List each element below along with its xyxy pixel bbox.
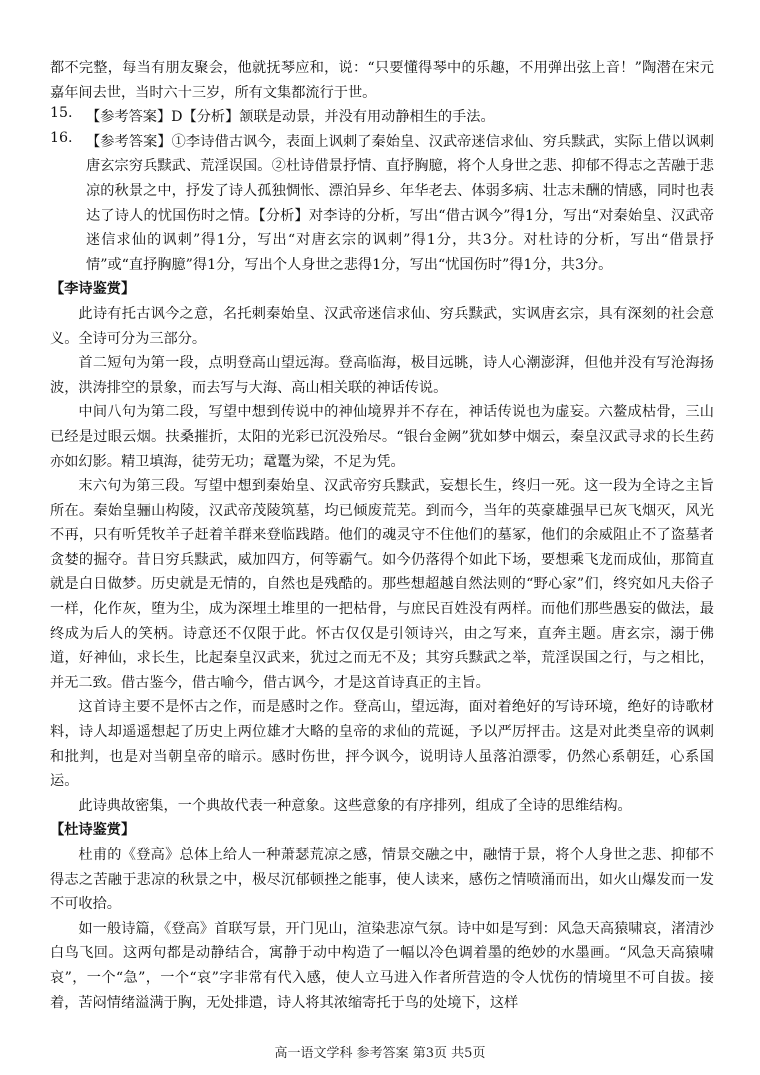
li-appreciation-paragraph: 此诗典故密集，一个典故代表一种意象。这些意象的有序排列，组成了全诗的思维结构。: [78, 797, 632, 814]
section-heading-du: 【杜诗鉴赏】: [50, 822, 136, 839]
li-appreciation-paragraph: 末六句为第三段。写望中想到秦始皇、汉武帝穷兵黩武，妄想长生，终归一死。这一段为全诗之主旨所在。秦始皇骊山构陵，汉武帝茂陵筑墓，均已倾废荒芜。到而今，当年的英豪雄强早已灰飞烟灭，风光不再，只有听凭牧羊子赶着羊群来登临践踏。他们的魂灵守不住他们的墓冢，他们的余威阻止不了盗墓者贪婪的掘夺。昔日穷兵黩武，威加四方，何等霸气。如今仍落得个如此下场，要想乘飞龙而成仙，那简直就是白日做梦。历史就是无情的，自然也是残酷的。那些想超越自然法则的“野心家”们，终究如凡夫俗子一样，化作灰，堕为尘，成为深埋土堆里的一把枯骨，与庶民百姓没有两样。而他们那些愚妄的做法，最终成为后人的笑柄。诗意还不仅限于此。怀古仅仅是引领诗兴，由之写来，直奔主题。唐玄宗，溺于佛道，好神仙，求长生，比起秦皇汉武来，犹过之而无不及；其穷兵黩武之举，荒淫误国之行，与之相比，并无二致。借古鉴今，借古喻今，借古讽今，才是这首诗真正的主旨。: [50, 478, 714, 691]
li-appreciation-paragraph: 首二短句为第一段，点明登高山望远海。登高临海，极目远眺，诗人心潮澎湃，但他并没有写沧海扬波，洪涛排空的景象，而去写与大海、高山相关联的神话传说。: [50, 355, 714, 396]
page-footer: 高一语文学科 参考答案 第3页 共5页: [274, 1046, 486, 1061]
continued-paragraph: 都不完整，每当有朋友聚会，他就抚琴应和，说：“只要懂得琴中的乐趣，不用弹出弦上音！”陶潜在宋元嘉年间去世，当时六十三岁，所有文集都流行于世。: [50, 60, 714, 101]
answer-text: 【参考答案】D【分析】颔联是动景，并没有用动静相生的手法。: [86, 109, 495, 126]
page-content: [50, 56, 714, 1015]
li-appreciation-paragraph: 中间八句为第二段，写望中想到传说中的神仙境界并不存在，神话传说也为虚妄。六鳌成枯骨，三山已经是过眼云烟。扶桑摧折，太阳的光彩已沉没殆尽。“银台金阙”犹如梦中烟云，秦皇汉武寻求的长生药亦如幻影。精卫填海，徒劳无功；鼋鼍为梁，不足为凭。: [50, 404, 714, 470]
li-appreciation-paragraph: 这首诗主要不是怀古之作，而是感时之作。登高山，望远海，面对着绝好的写诗环境，绝好的诗歌材料，诗人却遥遥想起了历史上两位雄才大略的皇帝的求仙的荒诞，予以严厉抨击。这是对此类皇帝的讽刺和批判，也是对当朝皇帝的暗示。感时伤世，抨今讽今，说明诗人虽落泊漂零，仍然心系朝廷，心系国运。: [50, 699, 714, 790]
question-number: 15.: [50, 105, 73, 122]
question-number: 16.: [50, 129, 73, 146]
answer-text: 【参考答案】①李诗借古讽今，表面上讽刺了秦始皇、汉武帝迷信求仙、穷兵黩武，实际上借以讽刺唐玄宗穷兵黩武、荒淫误国。②杜诗借景抒情、直抒胸臆，将个人身世之悲、抑郁不得志之苦融于悲凉的秋景之中，抒发了诗人孤独惆怅、漂泊异乡、年华老去、体弱多病、壮志未酬的情感，同时也表达了诗人的忧国伤时之情。【分析】对李诗的分析，写出“借古讽今”得1分，写出“对秦始皇、汉武帝迷信求仙的讽刺”得1分，写出“对唐玄宗的讽刺”得1分，共3分。对杜诗的分析，写出“借景抒情”或“直抒胸臆”得1分，写出个人身世之悲得1分，写出“忧国伤时”得1分，共3分。: [86, 133, 714, 273]
section-heading-li: 【李诗鉴赏】: [50, 281, 136, 298]
du-appreciation-paragraph: 杜甫的《登高》总体上给人一种萧瑟荒凉之感，情景交融之中，融情于景，将个人身世之悲、抑郁不得志之苦融于悲凉的秋景之中，极尽沉郁顿挫之能事，使人读来，感伤之情喷涌而出，如火山爆发而一发不可收拾。: [50, 847, 714, 913]
answer-16: [50, 130, 714, 278]
li-appreciation-paragraph: 此诗有托古讽今之意，名托刺秦始皇、汉武帝迷信求仙、穷兵黩武，实讽唐玄宗，具有深刻的社会意义。全诗可分为三部分。: [50, 305, 714, 347]
du-appreciation-paragraph: 如一般诗篇，《登高》首联写景，开门见山，渲染悲凉气氛。诗中如是写到：风急天高猿啸哀，渚清沙白鸟飞回。这两句都是动静结合，寓静于动中构造了一幅以冷色调着墨的绝妙的水墨画。“风急天高猿啸哀”，一个“急”，一个“哀”字非常有代入感，使人立马进入作者所营造的令人忧伤的情境里不可自拔。接着，苦闷情绪溢满于胸，无处排遣，诗人将其浓缩寄托于鸟的处境下，这样: [50, 920, 714, 1011]
answer-15: [50, 105, 714, 130]
